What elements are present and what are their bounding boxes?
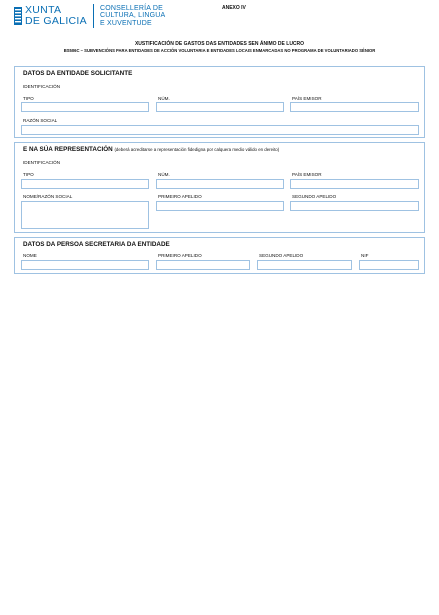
num-label: NÚM. [158,96,170,101]
dept-line2: CULTURA, LINGUA [99,12,166,20]
nif-field[interactable] [359,260,419,270]
document-subtitle: BS506C – SUBVENCIÓNS PARA ENTIDADES DE ACCIÓN VOLUNTARIA E ENTIDADES LOCAIS ENMARCADAS NO PROGRAMA DE VOLUNTARIADO SÉNIOR [63,48,376,53]
razon-field[interactable] [21,125,419,135]
segundo-apelido-field[interactable] [290,201,419,211]
section-entidade-solicitante [14,66,425,138]
primeiro-apelido-field[interactable] [156,201,284,211]
subsection-identificacion: IDENTIFICACIÓN [23,160,61,165]
department-name [100,5,166,28]
section-persoa-secretaria [14,237,425,274]
tipo-field[interactable] [21,102,149,112]
xunta-wordmark [25,5,87,27]
subsection-identificacion: IDENTIFICACIÓN [23,84,61,89]
xunta-logo [14,3,165,29]
section-title: DATOS DA PERSOA SECRETARIA DA ENTIDADE [23,241,170,248]
num-field[interactable] [156,102,284,112]
primeiro-apelido-field[interactable] [156,260,250,270]
tipo-label: TIPO [23,172,34,177]
primeiro-apelido-label: PRIMEIRO APELIDO [158,194,202,199]
segundo-apelido-field[interactable] [257,260,352,270]
document-title: XUSTIFICACIÓN DE GASTOS DAS ENTIDADES SEN ÁNIMO DE LUCRO [134,41,305,47]
num-field[interactable] [156,179,284,189]
logo-line2: DE GALICIA [25,15,87,27]
section-note: (deberá acreditarse a representación fidedigna por calquera medio válido en dereito) [114,147,280,152]
segundo-apelido-label: SEGUNDO APELIDO [292,194,337,199]
tipo-label: TIPO [23,96,34,101]
razon-label: RAZÓN SOCIAL [23,118,58,123]
dept-line1: CONSELLERÍA DE [99,4,164,12]
nif-label: NIF [361,253,369,258]
annex-label: ANEXO IV [222,5,246,11]
pais-field[interactable] [290,179,419,189]
section-title-text: E NA SÚA REPRESENTACIÓN [23,146,113,153]
tipo-field[interactable] [21,179,149,189]
num-label: NÚM. [158,172,170,177]
dept-line3: E XUVENTUDE [99,19,152,27]
xunta-shield-icon [14,4,22,28]
nome-label: NOME/RAZÓN SOCIAL [23,194,73,199]
primeiro-apelido-label: PRIMEIRO APELIDO [158,253,202,258]
pais-field[interactable] [290,102,419,112]
pais-label: PAÍS EMISOR [292,96,322,101]
section-representacion [14,142,425,233]
section-title [23,146,279,153]
segundo-apelido-label: SEGUNDO APELIDO [259,253,304,258]
nome-label: NOME [23,253,37,258]
logo-divider [93,4,94,28]
logo-line1: XUNTA [25,4,62,16]
pais-label: PAÍS EMISOR [292,172,322,177]
section-title: DATOS DA ENTIDADE SOLICITANTE [23,70,133,77]
nome-field[interactable] [21,201,149,229]
nome-field[interactable] [21,260,149,270]
